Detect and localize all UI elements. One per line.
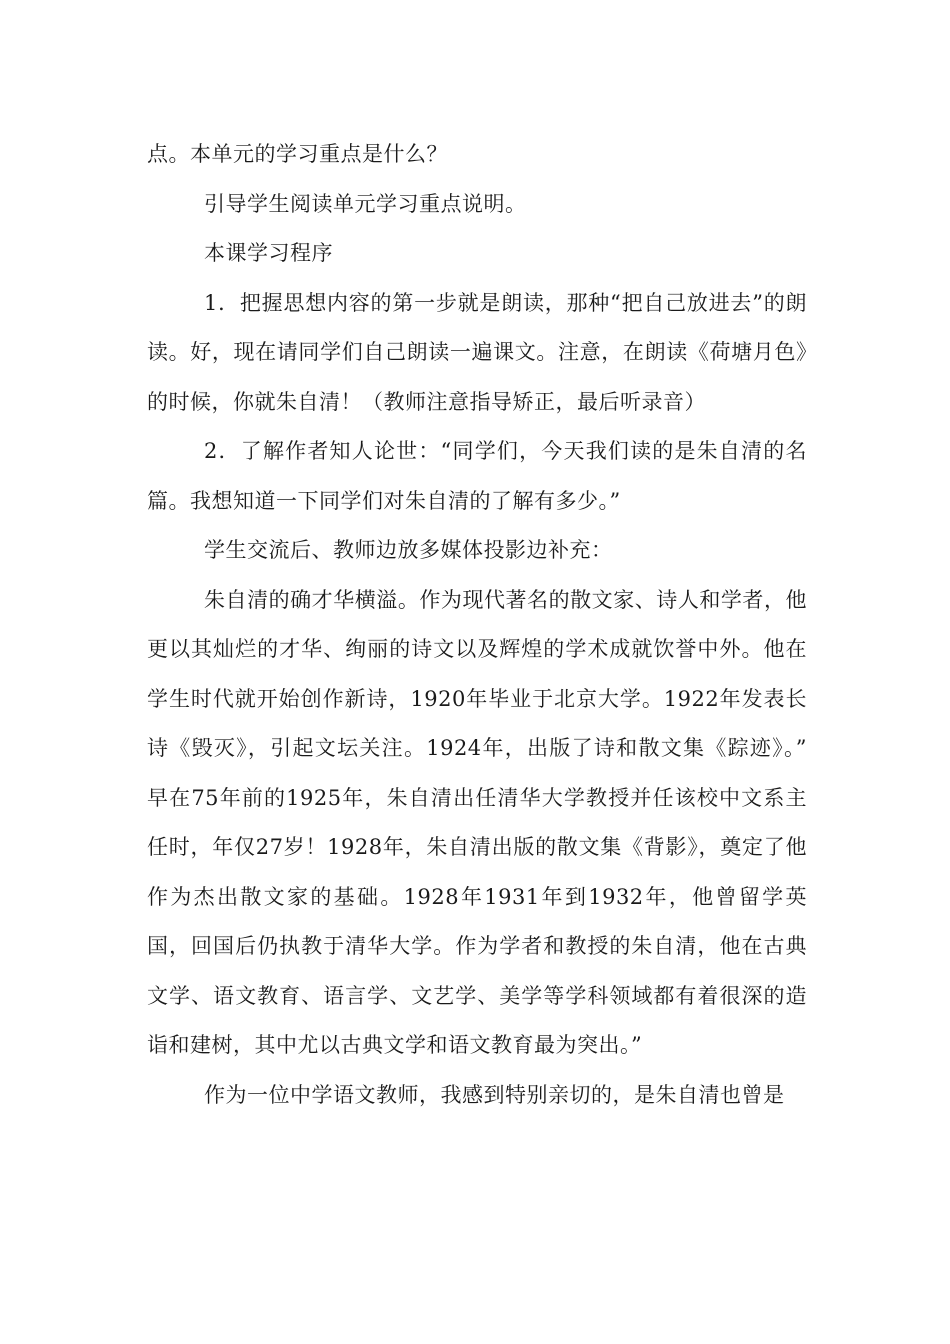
paragraph-continuation: 点。本单元的学习重点是什么？ [147, 142, 448, 166]
paragraph-step-1: 1．把握思想内容的第一步就是朗读，那种“把自己放进去”的朗读。好，现在请同学们自己朗读一遍课文。注意，在朗读《荷塘月色》的时候，你就朱自清！（教师注意指导矫正，最后听录音） [147, 290, 807, 414]
paragraph-student-exchange: 学生交流后、教师边放多媒体投影边补充： [204, 538, 613, 562]
paragraph-teacher-reflection: 作为一位中学语文教师，我感到特别亲切的，是朱自清也曾是 [204, 1082, 785, 1107]
paragraph-zhu-ziqing-bio: 朱自清的确才华横溢。作为现代著名的散文家、诗人和学者，他更以其灿烂的才华、绚丽的诗文以及辉煌的学术成就饮誉中外。他在学生时代就开始创作新诗，1920年毕业于北京大学。1922年发表长诗《毁灭》，引起文坛关注。1924年，出版了诗和散文集《踪迹》。” 早在75年前的1925年，朱自清出任清华大学教授并任该校中文系主任时，年仅27岁！1928年，朱自清出版的散文集《背影》，奠定了他作为杰出散文家的基础。1928年1931年到1932年，他曾留学英国，回国后仍执教于清华大学。作为学者和教授的朱自清，他在古典文学、语文教育、语言学、文艺学、美学等学科领域都有着很深的造诣和建树，其中尤以古典文学和语文教育最为突出。” [147, 587, 850, 1057]
paragraph-procedure-heading: 本课学习程序 [204, 241, 333, 265]
paragraph-step-2: 2．了解作者知人论世：“同学们，今天我们读的是朱自清的名篇。我想知道一下同学们对朱自清的了解有多少。” [147, 439, 807, 513]
document-body [147, 130, 850, 1120]
paragraph-guide-reading: 引导学生阅读单元学习重点说明。 [204, 191, 527, 216]
